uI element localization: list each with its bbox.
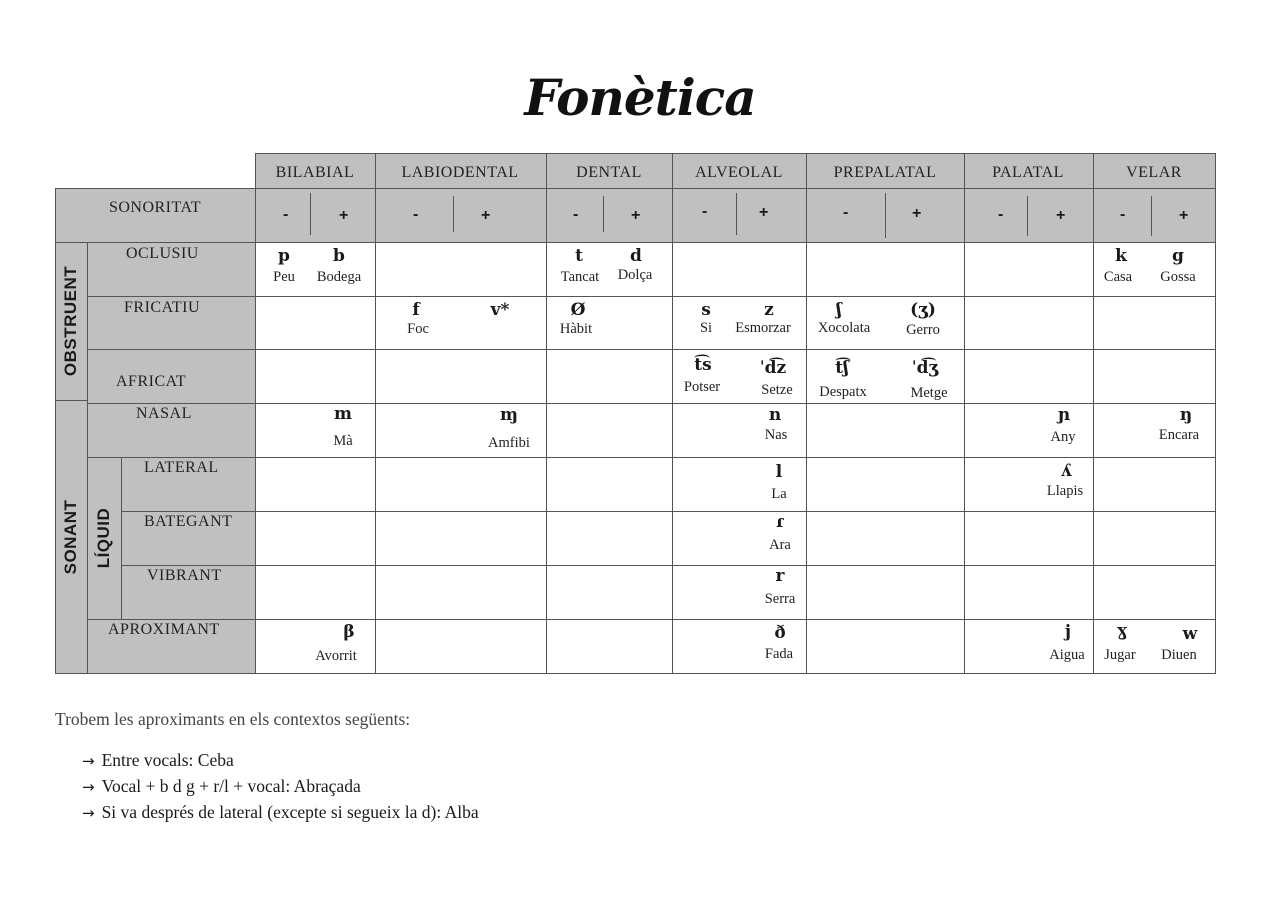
phoneme-symbol: k [1115, 246, 1127, 266]
phoneme-symbol: ɣ [1116, 621, 1128, 641]
phoneme-example: Peu [273, 269, 295, 285]
row-label-bategant: BATEGANT [144, 513, 233, 530]
note-item-text: Entre vocals: Ceba [101, 750, 234, 770]
note-item [82, 750, 234, 771]
column-header-bilabial: BILABIAL [275, 164, 355, 181]
phoneme-example: Encara [1158, 427, 1200, 443]
column-header-prepalatal: PREPALATAL [833, 164, 937, 181]
phoneme-example: Gossa [1160, 269, 1196, 285]
phoneme-symbol: ð [774, 623, 786, 643]
column-header-dental: DENTAL [576, 164, 642, 181]
phoneme-example: Avorrit [315, 648, 357, 664]
arrow-right-icon: → [82, 752, 95, 770]
sonority-minus: - [702, 203, 708, 220]
phoneme-example: Aigua [1049, 647, 1085, 663]
phoneme-example: Potser [683, 379, 721, 395]
note-item-text: Vocal + b d g + r/l + vocal: Abraçada [101, 776, 361, 796]
phoneme-example: Amfibi [488, 435, 530, 451]
phoneme-symbol: ɱ [500, 405, 518, 425]
phoneme-symbol: ʃ [836, 300, 842, 320]
row-label-aproximant: APROXIMANT [108, 621, 220, 638]
phoneme-example: Mà [333, 433, 353, 449]
phoneme-example: Casa [1103, 269, 1133, 285]
phoneme-symbol: f [412, 300, 420, 320]
phoneme-symbol: d [630, 246, 642, 266]
row-label-fricatiu: FRICATIU [124, 299, 201, 316]
sonority-plus: + [1179, 207, 1189, 224]
phoneme-symbol: s [701, 300, 711, 320]
group-obstruent: OBSTRUENT [61, 265, 80, 377]
phoneme-symbol: l [775, 462, 783, 482]
sonority-minus: - [413, 206, 419, 223]
row-label-nasal: NASAL [136, 405, 192, 422]
phoneme-example: Llapis [1046, 483, 1084, 499]
group-sonant: SONANT [61, 499, 80, 575]
phoneme-symbol: t͡s [694, 355, 712, 375]
sonority-minus: - [1120, 206, 1126, 223]
sonority-plus: + [1056, 207, 1066, 224]
note-item [82, 802, 479, 823]
phoneme-symbol: z [764, 300, 774, 320]
sonority-plus: + [912, 205, 922, 222]
sonority-plus: + [339, 207, 349, 224]
sonority-minus: - [573, 206, 579, 223]
column-header-labiodental: LABIODENTAL [401, 164, 519, 181]
row-label-vibrant: VIBRANT [147, 567, 222, 584]
phoneme-symbol: ŋ [1179, 405, 1193, 425]
sonority-plus: + [759, 204, 769, 221]
phoneme-example: Ara [769, 537, 791, 553]
phoneme-symbol: t͡ʃ [835, 358, 849, 378]
row-label-lateral: LATERAL [144, 459, 219, 476]
row-label-oclusiu: OCLUSIU [126, 245, 199, 262]
phoneme-symbol: m [334, 404, 352, 424]
phoneme-symbol: β [343, 622, 355, 642]
phoneme-example: Bodega [316, 269, 362, 285]
phoneme-symbol: (ʒ) [910, 300, 936, 320]
column-header-palatal: PALATAL [992, 164, 1064, 181]
phoneme-symbol: ɾ [776, 512, 784, 532]
sonority-minus: - [843, 204, 849, 221]
phoneme-symbol: v* [490, 300, 510, 320]
column-header-alveolal: ALVEOLAL [695, 164, 783, 181]
phoneme-example: Gerro [906, 322, 940, 338]
phoneme-example: Tancat [560, 269, 600, 285]
phoneme-example: Xocolata [817, 320, 871, 336]
phoneme-symbol: b [333, 246, 345, 266]
phoneme-example: La [771, 486, 787, 502]
phoneme-example: Si [699, 320, 713, 336]
phoneme-example: Any [1050, 429, 1076, 445]
phoneme-symbol: w [1182, 624, 1198, 644]
group-liquid: LÍQUID [94, 507, 113, 569]
sonority-plus: + [481, 207, 491, 224]
phoneme-example: Foc [407, 321, 429, 337]
sonority-plus: + [631, 207, 641, 224]
phoneme-example: Diuen [1161, 647, 1197, 663]
phoneme-example: Nas [764, 427, 788, 443]
phoneme-symbol: r [775, 566, 785, 586]
phoneme-symbol: ʎ [1060, 461, 1072, 481]
sonority-minus: - [998, 206, 1004, 223]
phoneme-example: Despatx [819, 384, 867, 400]
note-item-text: Si va després de lateral (excepte si segueix la d): Alba [101, 802, 479, 822]
arrow-right-icon: → [82, 804, 95, 822]
phoneme-example: Metge [910, 385, 948, 401]
row-label-africat: AFRICAT [116, 373, 187, 390]
phoneme-symbol: ˈd͡ʒ [911, 358, 939, 378]
sonoritat-label: SONORITAT [108, 199, 202, 216]
phoneme-symbol: g [1172, 246, 1184, 266]
phoneme-example: Dolça [617, 267, 653, 283]
column-header-velar: VELAR [1126, 164, 1182, 181]
phoneme-symbol: p [278, 246, 290, 266]
phoneme-example: Serra [764, 591, 796, 607]
phoneme-example: Jugar [1104, 647, 1136, 663]
phoneme-symbol: n [768, 405, 782, 425]
phoneme-example: Hàbit [559, 321, 593, 337]
phoneme-example: Fada [764, 646, 794, 662]
phoneme-symbol: Ø [570, 300, 586, 320]
phoneme-symbol: j [1064, 622, 1072, 642]
phoneme-symbol: ɲ [1057, 405, 1071, 425]
sonority-minus: - [283, 206, 289, 223]
phoneme-symbol: t [575, 246, 583, 266]
notes-intro: Trobem les aproximants en els contextos següents: [55, 709, 411, 729]
arrow-right-icon: → [82, 778, 95, 796]
phoneme-symbol: ˈd͡z [759, 358, 787, 378]
page-title: Fonètica [524, 68, 756, 127]
phoneme-example: Esmorzar [735, 320, 791, 336]
phoneme-example: Setze [761, 382, 793, 398]
note-item [82, 776, 361, 797]
